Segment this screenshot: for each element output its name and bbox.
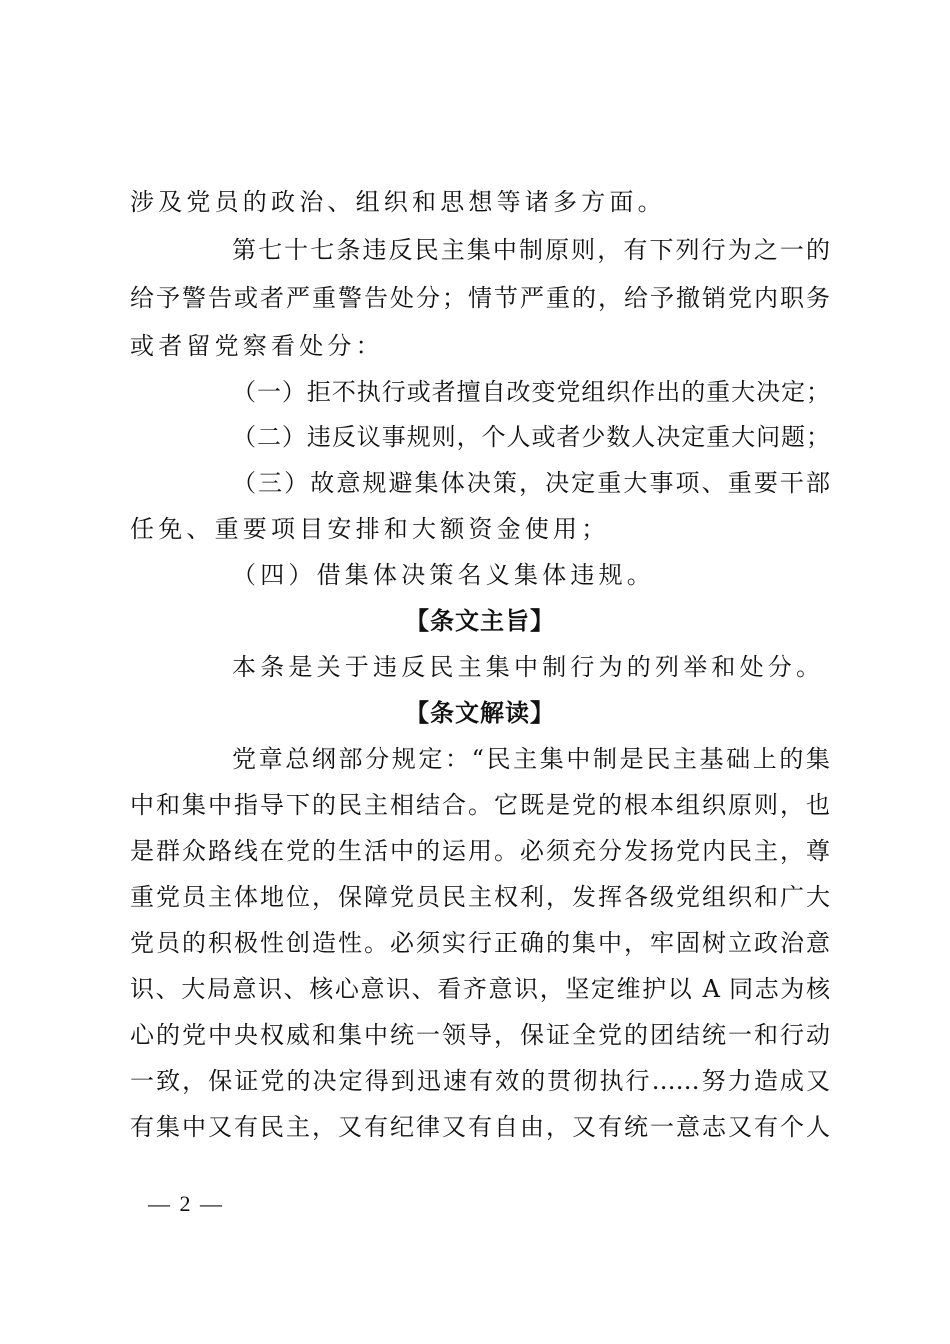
section-heading-interpretation: 【条文解读】 <box>405 698 555 727</box>
clause-2: （二）违反议事规则，个人或者少数人决定重大问题； <box>232 423 830 451</box>
interpretation-line-9: 有集中又有民主，又有纪律又有自由，又有统一意志又有个人 <box>130 1113 830 1141</box>
interpretation-line-2: 中和集中指导下的民主相结合。它既是党的根本组织原则，也 <box>130 791 830 819</box>
clause-4: （四）借集体决策名义集体违规。 <box>232 561 655 589</box>
body-line-1: 涉及党员的政治、组织和思想等诸多方面。 <box>130 188 666 216</box>
interpretation-line-5: 党员的积极性创造性。必须实行正确的集中，牢固树立政治意 <box>130 929 830 957</box>
interpretation-line-1: 党章总纲部分规定：“民主集中制是民主基础上的集 <box>232 745 830 773</box>
section-heading-purpose: 【条文主旨】 <box>405 606 555 635</box>
interpretation-line-4: 重党员主体地位，保障党员民主权利，发挥各级党组织和广大 <box>130 883 830 911</box>
article-77-line-3: 或者留党察看处分： <box>130 332 384 360</box>
article-77-line-1: 第七十七条违反民主集中制原则，有下列行为之一的 <box>232 236 830 264</box>
article-77-line-2: 给予警告或者严重警告处分；情节严重的，给予撤销党内职务 <box>130 284 830 312</box>
purpose-text: 本条是关于违反民主集中制行为的列举和处分。 <box>232 653 825 681</box>
interpretation-line-6: 识、大局意识、核心意识、看齐意识，坚定维护以 A 同志为核 <box>130 975 830 1003</box>
page-number: — 2 — <box>148 1191 224 1216</box>
clause-3-line-2: 任免、重要项目安排和大额资金使用； <box>130 515 610 543</box>
interpretation-line-3: 是群众路线在党的生活中的运用。必须充分发扬党内民主，尊 <box>130 837 830 865</box>
interpretation-line-7: 心的党中央权威和集中统一领导，保证全党的团结统一和行动 <box>130 1021 830 1049</box>
interpretation-line-8: 一致，保证党的决定得到迅速有效的贯彻执行……努力造成又 <box>130 1067 830 1095</box>
clause-1: （一）拒不执行或者擅自改变党组织作出的重大决定； <box>232 378 830 406</box>
clause-3-line-1: （三）故意规避集体决策，决定重大事项、重要干部 <box>232 469 830 497</box>
